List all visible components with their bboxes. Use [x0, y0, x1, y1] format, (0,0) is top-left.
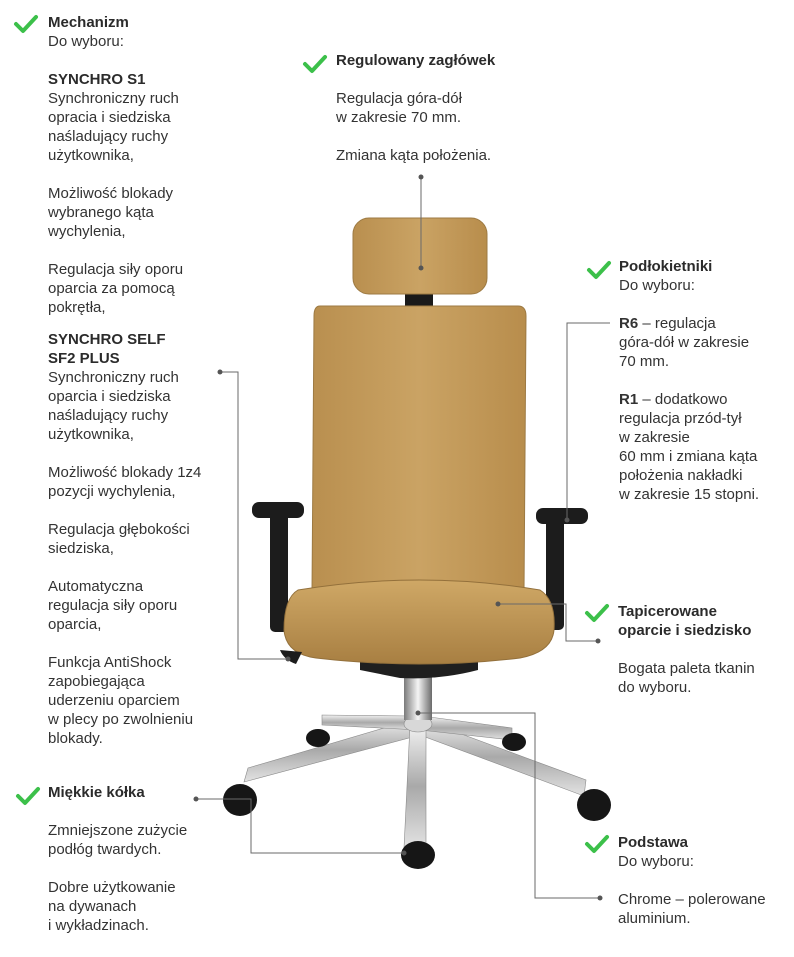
- upholstery-title-2: oparcie i siedzisko: [618, 622, 752, 639]
- armrest-r6: [619, 314, 791, 371]
- base-title: Podstawa: [618, 834, 689, 851]
- backrest: [312, 306, 526, 592]
- check-icon: [584, 603, 610, 623]
- sf2-name-2: SF2 PLUS: [48, 350, 120, 367]
- check-icon: [15, 786, 41, 806]
- headrest-desc-2: Zmiana kąta położenia.: [336, 147, 492, 164]
- mechanism-title: Mechanizm: [48, 14, 129, 31]
- upholstery-section: [618, 602, 790, 697]
- base-choose: Do wyboru:: [618, 853, 694, 870]
- wheels-desc-2: Dobre użytkowanie na dywanach i wykładzinach.: [48, 879, 176, 934]
- headrest: [353, 218, 487, 294]
- sf2-name-1: SYNCHRO SELF: [48, 331, 166, 348]
- armrests-choose: Do wyboru:: [619, 277, 695, 294]
- check-icon: [586, 260, 612, 280]
- headrest-title: Regulowany zagłówek: [336, 52, 496, 69]
- sf2-desc-3: Regulacja głębokości siedziska,: [48, 521, 190, 557]
- s1-desc-1: Synchroniczny ruch opracia i siedziska naśladujący ruchy użytkownika,: [48, 90, 179, 164]
- wheels-title: Miękkie kółka: [48, 784, 145, 801]
- headrest-desc-1: Regulacja góra-dół w zakresie 70 mm.: [336, 90, 462, 126]
- headrest-section: [336, 51, 556, 165]
- check-icon: [584, 834, 610, 854]
- check-icon: [13, 14, 39, 34]
- upholstery-desc: Bogata paleta tkanin do wyboru.: [618, 660, 755, 696]
- armrest-r6-text: – regulacja góra-dół w zakresie 70 mm.: [619, 315, 750, 370]
- armrest-r1: [619, 390, 791, 504]
- armrest-r1-text: – dodatkowo regulacja przód-tył w zakresie 60 mm i zmiana kąta położenia nakładki w zakresie 15 stopni.: [619, 391, 760, 503]
- armrest-r1-code: R1: [619, 391, 639, 408]
- s1-name: SYNCHRO S1: [48, 71, 146, 88]
- mechanism-choose: Do wyboru:: [48, 33, 124, 50]
- check-icon: [302, 54, 328, 74]
- base-desc: Chrome – polerowane aluminium.: [618, 891, 766, 927]
- sf2-desc-2: Możliwość blokady 1z4 pozycji wychylenia,: [48, 464, 202, 500]
- upholstery-title-1: Tapicerowane: [618, 603, 717, 620]
- sf2-desc-4: Automatyczna regulacja siły oporu oparcia,: [48, 578, 178, 633]
- armrests-section: [619, 257, 791, 504]
- wheels-section: [48, 783, 238, 935]
- armrest-r6-code: R6: [619, 315, 639, 332]
- s1-desc-3: Regulacja siły oporu oparcia za pomocą pokrętła,: [48, 261, 184, 316]
- seat: [284, 580, 554, 664]
- s1-desc-2: Możliwość blokady wybranego kąta wychylenia,: [48, 185, 174, 240]
- armrests-title: Podłokietniki: [619, 258, 713, 275]
- mechanism-section: [48, 13, 248, 748]
- wheels-desc-1: Zmniejszone zużycie podłóg twardych.: [48, 822, 188, 858]
- base-section: [618, 833, 794, 928]
- sf2-desc-5: Funkcja AntiShock zapobiegająca uderzeniu oparciem w plecy po zwolnieniu blokady.: [48, 654, 194, 747]
- sf2-desc-1: Synchroniczny ruch oparcia i siedziska naśladujący ruchy użytkownika,: [48, 369, 179, 443]
